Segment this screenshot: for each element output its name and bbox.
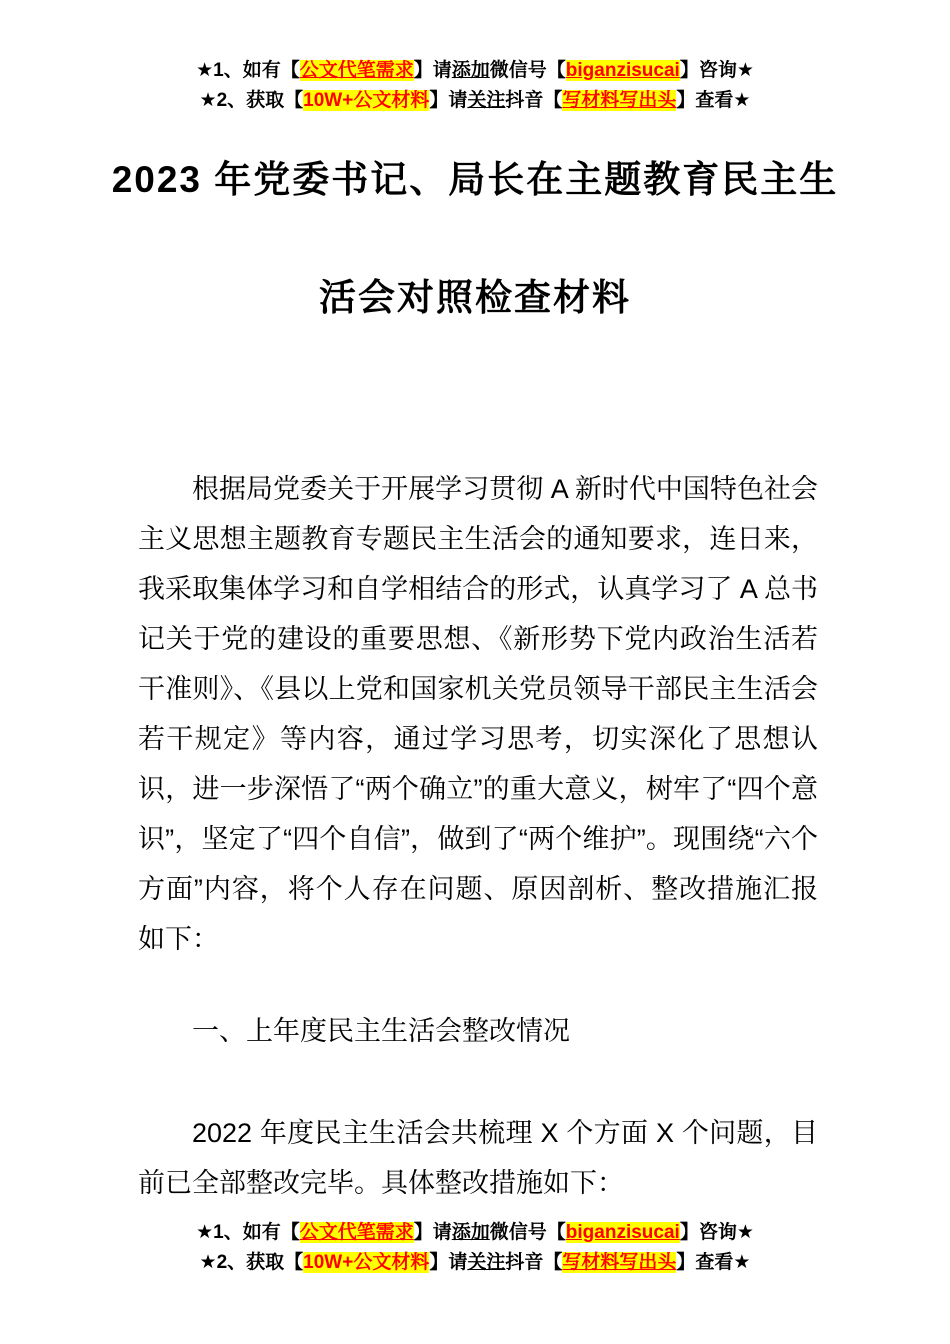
promo-text-segment: 添加 [451, 1222, 490, 1243]
promo-text-segment: 抖音【 [505, 90, 563, 111]
promo-footer [0, 1218, 950, 1278]
promo-header [0, 0, 950, 116]
promo-text-segment: biganzisucai [565, 60, 680, 81]
promo-text-segment: ★1、如有【 [196, 60, 300, 81]
document-body [138, 464, 818, 1208]
section-heading-1: 一、上年度民主生活会整改情况 [192, 1016, 570, 1046]
promo-header-line-2 [0, 86, 950, 116]
promo-text-segment: 】请 [429, 1252, 468, 1273]
body-paragraph-1: 根据局党委关于开展学习贯彻 A 新时代中国特色社会主义思想主题教育专题民主生活会的通知要求，连日来，我采取集体学习和自学相结合的形式，认真学习了 A 总书记关于党的建设的重要思想、《新形势下党内政治生活若干准则》、《县以上党和国家机关党员领导干部民主生活会若干规定》等内容，通过学习思考，切实深化了思想认识，进一步深悟了“两个确立”的重大意义，树牢了“四个意识”，坚定了“四个自信”，做到了“两个维护”。现围绕“六个方面”内容，将个人存在问题、原因剖析、整改措施汇报如下： [138, 474, 818, 954]
promo-text-segment: 微信号【 [489, 1222, 566, 1243]
promo-text-segment: 添加 [451, 60, 490, 81]
promo-text-segment: ★1、如有【 [196, 1222, 300, 1243]
promo-text-segment: 】请 [429, 90, 468, 111]
promo-text-segment: 公文代笔需求 [299, 60, 414, 81]
promo-text-segment: 微信号【 [489, 60, 566, 81]
document-title-line-1: 2023 年党委书记、局长在主题教育民主生 [111, 159, 839, 200]
promo-text-segment: 写材料写出头 [562, 90, 677, 111]
promo-text-segment: 抖音【 [505, 1252, 563, 1273]
promo-text-segment: 关注 [467, 90, 506, 111]
promo-text-segment: 】请 [413, 60, 452, 81]
promo-text-segment: 10W+公文材料 [303, 1252, 430, 1273]
document-title-line-2: 活会对照检查材料 [319, 277, 631, 318]
promo-text-segment: 】查看★ [676, 90, 751, 111]
promo-text-segment: 】查看★ [676, 1252, 751, 1273]
promo-footer-line-2 [0, 1248, 950, 1278]
promo-text-segment: 写材料写出头 [562, 1252, 677, 1273]
promo-text-segment: biganzisucai [565, 1222, 680, 1243]
body-paragraph-2: 2022 年度民主生活会共梳理 X 个方面 X 个问题，目前已全部整改完毕。具体整改措施如下： [138, 1118, 818, 1198]
promo-text-segment: 】咨询★ [679, 60, 754, 81]
promo-text-segment: 公文代笔需求 [299, 1222, 414, 1243]
promo-text-segment: 】咨询★ [679, 1222, 754, 1243]
promo-text-segment: ★2、获取【 [199, 90, 304, 111]
promo-header-line-1 [0, 56, 950, 86]
promo-text-segment: 关注 [467, 1252, 506, 1273]
promo-footer-line-1 [0, 1218, 950, 1248]
promo-text-segment: ★2、获取【 [199, 1252, 304, 1273]
promo-text-segment: 】请 [413, 1222, 452, 1243]
promo-text-segment: 10W+公文材料 [303, 90, 430, 111]
